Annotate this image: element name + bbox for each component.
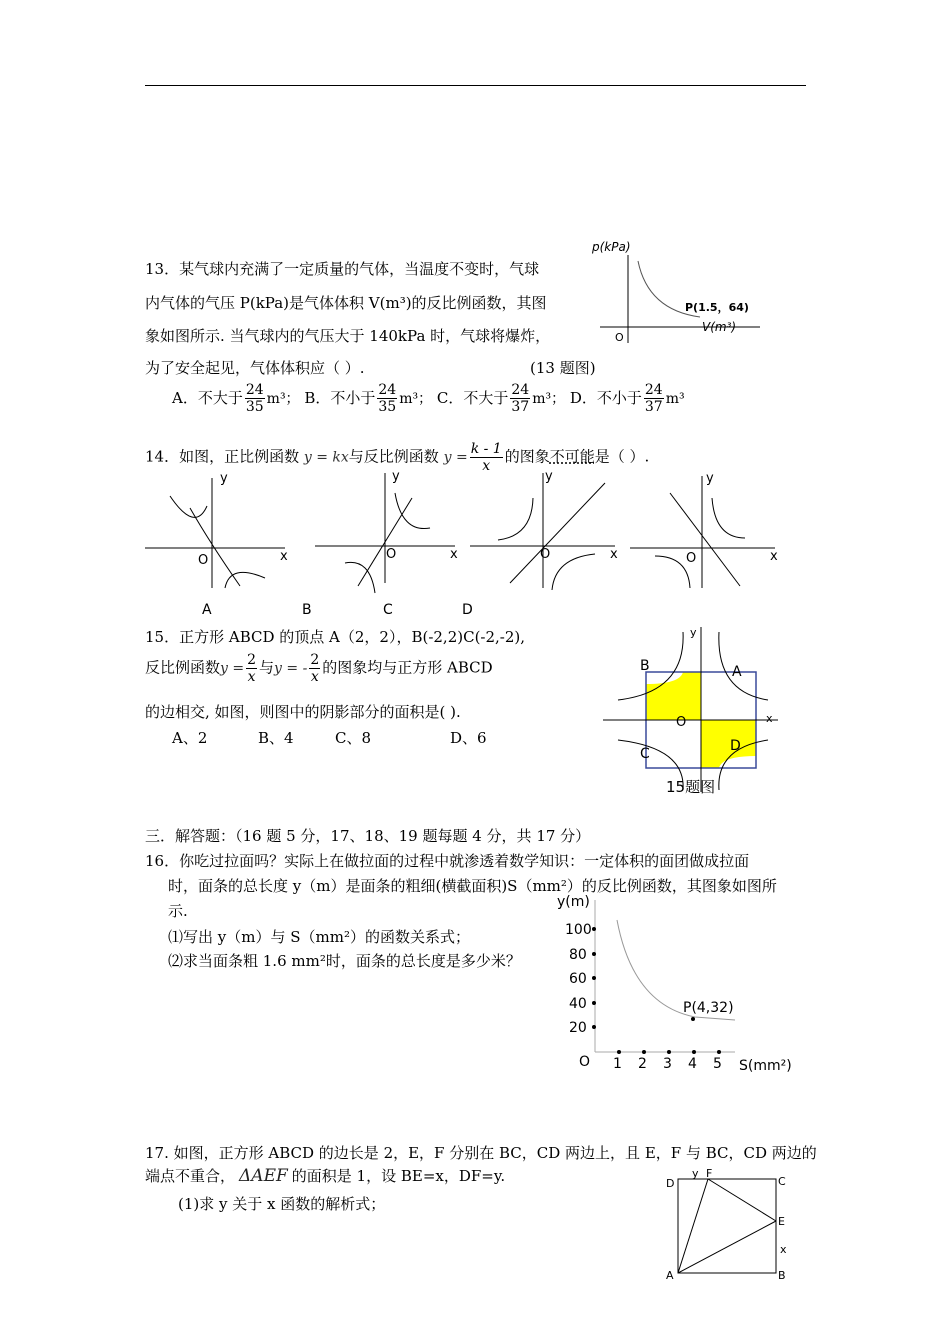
svg-text:O: O [686,551,697,566]
svg-text:S(mm²): S(mm²) [739,1058,792,1074]
q13-options [172,382,685,415]
q13-point-label: P(1.5，64) [685,301,749,314]
q14-graph-d [462,471,778,618]
svg-text:60: 60 [569,971,587,987]
q14-graph-b [302,469,458,618]
q13-line4: 为了安全起见，气体体积应（ ）. [145,359,365,377]
svg-text:y: y [545,469,553,484]
svg-text:1: 1 [613,1056,622,1072]
q15-line3: 的边相交, 如图，则图中的阴影部分的面积是( ). [145,703,461,721]
svg-text:O: O [386,547,397,562]
q13-option-d: D．不小于 $\frac{24}{37}$ m³ [569,382,685,415]
svg-text:O: O [676,715,687,730]
q16-sub1: ⑴写出 y（m）与 S（mm²）的函数关系式； [168,928,470,946]
q13-graph [590,235,770,350]
svg-text:3: 3 [663,1056,672,1072]
q13-origin: O [615,331,624,344]
svg-text:D: D [666,1177,675,1190]
svg-text:100: 100 [565,922,592,938]
svg-text:y: y [706,471,714,486]
svg-text:x: x [770,549,778,564]
svg-text:F: F [706,1167,713,1180]
svg-text:5: 5 [713,1056,722,1072]
svg-text:O: O [579,1054,591,1070]
svg-text:x: x [280,549,288,564]
q14-graph-c [383,469,618,618]
svg-text:y: y [692,1167,699,1180]
svg-text:B: B [302,602,312,618]
svg-text:y(m): y(m) [557,894,590,910]
q17-line2: 端点不重合， ΔAEF 的面积是 1，设 BE=x，DF=y. [145,1166,506,1186]
svg-text:y: y [690,626,697,639]
q14-graph-a [145,471,288,618]
svg-text:y: y [392,469,400,484]
q15-option-d: D、6 [450,729,487,747]
svg-text:P(4,32): P(4,32) [683,1000,734,1016]
q14-graphs [140,468,820,618]
q15-graph [598,622,788,802]
q15-caption: 15题图 [666,778,716,796]
q15-option-b: B、4 [258,729,294,747]
svg-text:C: C [778,1175,786,1188]
q17-figure [660,1165,800,1285]
svg-text:O: O [198,553,209,568]
svg-text:2: 2 [638,1056,647,1072]
svg-text:x: x [780,1243,787,1256]
q17-line1: 17. 如图，正方形 ABCD 的边长是 2，E，F 分别在 BC，CD 两边上，且 E，F 与 BC，CD 两边的 [145,1144,817,1162]
q13-line1: 13．某气球内充满了一定质量的气体，当温度不变时，气球 [145,260,540,278]
q13-line2: 内气体的气压 P(kPa)是气体体积 V(m³)的反比例函数，其图 [145,294,547,312]
q16-graph [555,890,805,1080]
svg-text:B: B [640,658,650,674]
q15-options [172,727,487,748]
q13-option-b: B．不小于 $\frac{24}{35}$ m³； [304,382,433,415]
svg-text:D: D [462,602,473,618]
svg-text:E: E [778,1215,785,1228]
header-rule [145,85,806,86]
q14-statement: 14．如图，正比例函数 y = kx与反比例函数 y = $\frac{k - 1}{x}$ 的图象不可能是（ ）. [145,441,650,474]
svg-text:A: A [732,664,742,680]
q17-sub1: (1)求 y 关于 x 函数的解析式； [178,1195,386,1213]
q15-line2: 反比例函数y = $\frac{2}{x}$ 与y = - $\frac{2}{x}$ 的图象均与正方形 ABCD [145,652,493,685]
svg-text:B: B [778,1269,786,1282]
q13-ylabel: p(kPa) [592,240,631,254]
q13-option-a: A．不大于 $\frac{24}{35}$ m³； [172,382,300,415]
svg-text:x: x [610,547,618,562]
svg-text:20: 20 [569,1020,587,1036]
q16-line1: 16．你吃过拉面吗？实际上在做拉面的过程中就渗透着数学知识：一定体积的面团做成拉面 [145,852,750,870]
q16-line3: 示. [168,902,188,920]
section3-heading: 三．解答题：（16 题 5 分，17、18、19 题每题 4 分，共 17 分） [145,827,591,845]
q13-xlabel: V(m³) [702,320,737,334]
q13-caption: (13 题图) [530,359,596,377]
svg-text:x: x [766,712,773,725]
svg-text:y: y [220,471,228,486]
q13-line3: 象如图所示. 当气球内的气压大于 140kPa 时，气球将爆炸， [145,327,551,345]
svg-text:40: 40 [569,996,587,1012]
q13-option-c: C．不大于 $\frac{24}{37}$ m³； [436,382,566,415]
svg-text:80: 80 [569,947,587,963]
q16-sub2: ⑵求当面条粗 1.6 mm²时，面条的总长度是多少米？ [168,952,521,970]
q15-line1: 15．正方形 ABCD 的顶点 A（2，2），B(-2,2)C(-2,-2), [145,628,526,646]
q15-option-c: C、8 [335,729,372,747]
svg-text:x: x [450,547,458,562]
svg-text:D: D [730,738,741,754]
q15-option-a: A、2 [172,729,208,747]
svg-text:C: C [640,746,650,762]
svg-text:A: A [666,1269,674,1282]
q16-line2: 时，面条的总长度 y（m）是面条的粗细(横截面积)S（mm²）的反比例函数，其图象如图所 [168,877,777,895]
svg-text:C: C [383,602,393,618]
svg-text:O: O [540,547,551,562]
svg-text:A: A [202,602,212,618]
svg-text:4: 4 [688,1056,697,1072]
